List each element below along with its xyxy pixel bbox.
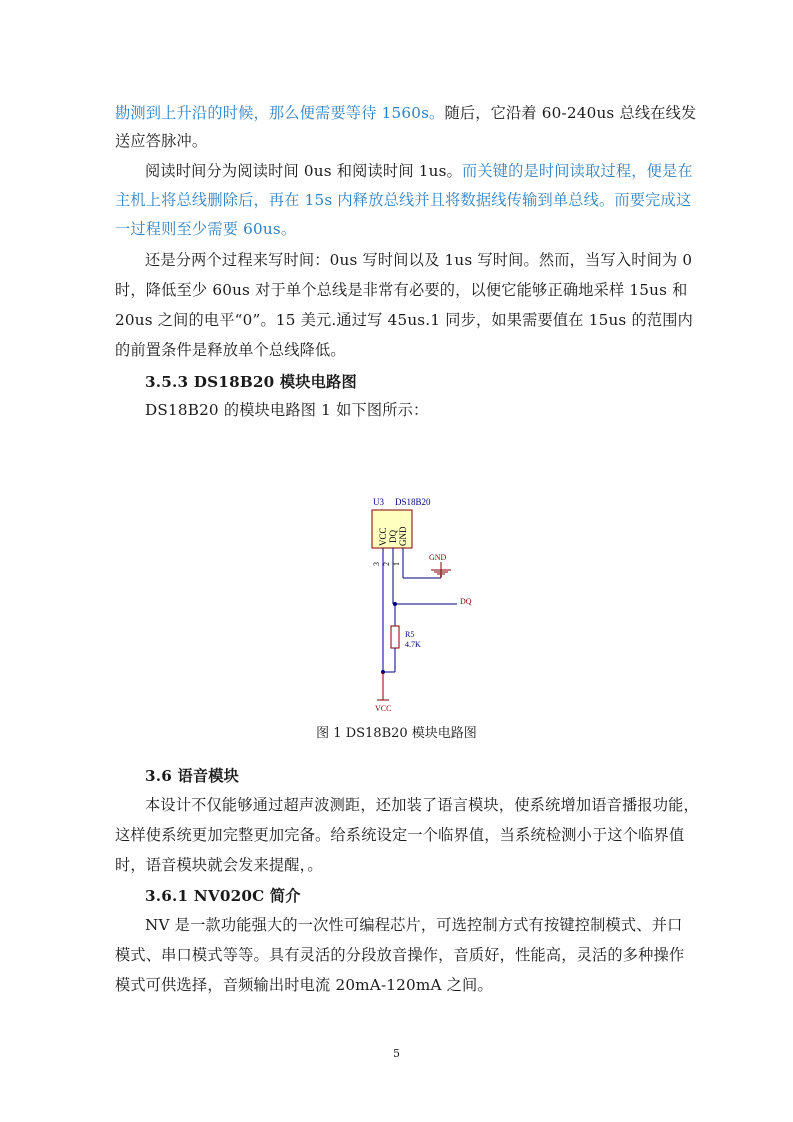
paragraph-line: DS18B20 的模块电路图 1 如下图所示：	[145, 401, 429, 419]
pin-label-dq: DQ	[388, 530, 398, 543]
section-heading: 3.6.1 NV020C 简介	[145, 887, 301, 905]
resistor-body	[391, 626, 399, 648]
pin-label-vcc: VCC	[378, 527, 388, 546]
resistor-value: 4.7K	[405, 640, 421, 649]
pin-label-gnd: GND	[398, 526, 408, 546]
paragraph-line: 送应答脉冲。	[115, 132, 208, 150]
body-text: 随后，它沿着 60-240us 总线在线发	[444, 104, 697, 122]
paragraph-line: 一过程则至少需要 60us。	[115, 220, 297, 238]
paragraph-line	[145, 161, 700, 181]
pin-number-3: 3	[372, 562, 381, 566]
section-heading: 3.5.3 DS18B20 模块电路图	[145, 373, 357, 391]
highlighted-text: 勘测到上升沿的时候，那么便需要等待 1560s。	[115, 104, 445, 122]
paragraph-line: 时，语音模块就会发来提醒，。	[115, 856, 323, 874]
paragraph-line: 这样使系统更加完整更加完备。给系统设定一个临界值，当系统检测小于这个临界值	[115, 826, 685, 844]
gnd-label: GND	[429, 553, 447, 562]
circuit-diagram	[355, 490, 505, 715]
figure-caption: 图 1 DS18B20 模块电路图	[316, 726, 477, 741]
paragraph-line: NV 是一款功能强大的一次性可编程芯片，可选控制方式有按键控制模式、并口	[145, 916, 683, 934]
body-text: 阅读时间分为阅读时间 0us 和阅读时间 1us。	[145, 162, 462, 180]
pin-number-2: 2	[382, 562, 391, 566]
paragraph-line: 还是分两个过程来写时间：0us 写时间以及 1us 写时间。然而，当写入时间为 0	[145, 251, 693, 269]
section-heading: 3.6 语音模块	[145, 767, 240, 785]
chip-part-name: DS18B20	[395, 497, 431, 507]
paragraph-line: 20us 之间的电平“0”。15 美元.通过写 45us.1 同步，如果需要值在 15us 的范围内	[115, 311, 694, 329]
paragraph-line: 的前置条件是释放单个总线降低。	[115, 341, 346, 359]
vcc-label: VCC	[375, 704, 392, 713]
paragraph-line: 时，降低至少 60us 对于单个总线是非常有必要的，以便它能够正确地采样 15us 和	[115, 281, 688, 299]
paragraph-line: 主机上将总线删除后，再在 15s 内释放总线并且将数据线传输到单总线。而要完成这	[115, 191, 692, 209]
page-number: 5	[393, 1047, 400, 1060]
highlighted-text: 而关键的是时间读取过程，便是在	[461, 162, 693, 180]
pin-number-1: 1	[392, 562, 401, 566]
paragraph-line: 模式、串口模式等等。具有灵活的分段放音操作，音质好，性能高，灵活的多种操作	[115, 946, 685, 964]
paragraph-line: 本设计不仅能够通过超声波测距，还加装了语言模块，使系统增加语音播报功能，	[145, 796, 699, 814]
chip-designator: U3	[373, 497, 384, 507]
dq-net-label: DQ	[460, 597, 472, 606]
resistor-ref: R5	[405, 630, 415, 639]
paragraph-line: 模式可供选择，音频输出时电流 20mA-120mA 之间。	[115, 976, 493, 994]
paragraph-line	[115, 103, 700, 123]
